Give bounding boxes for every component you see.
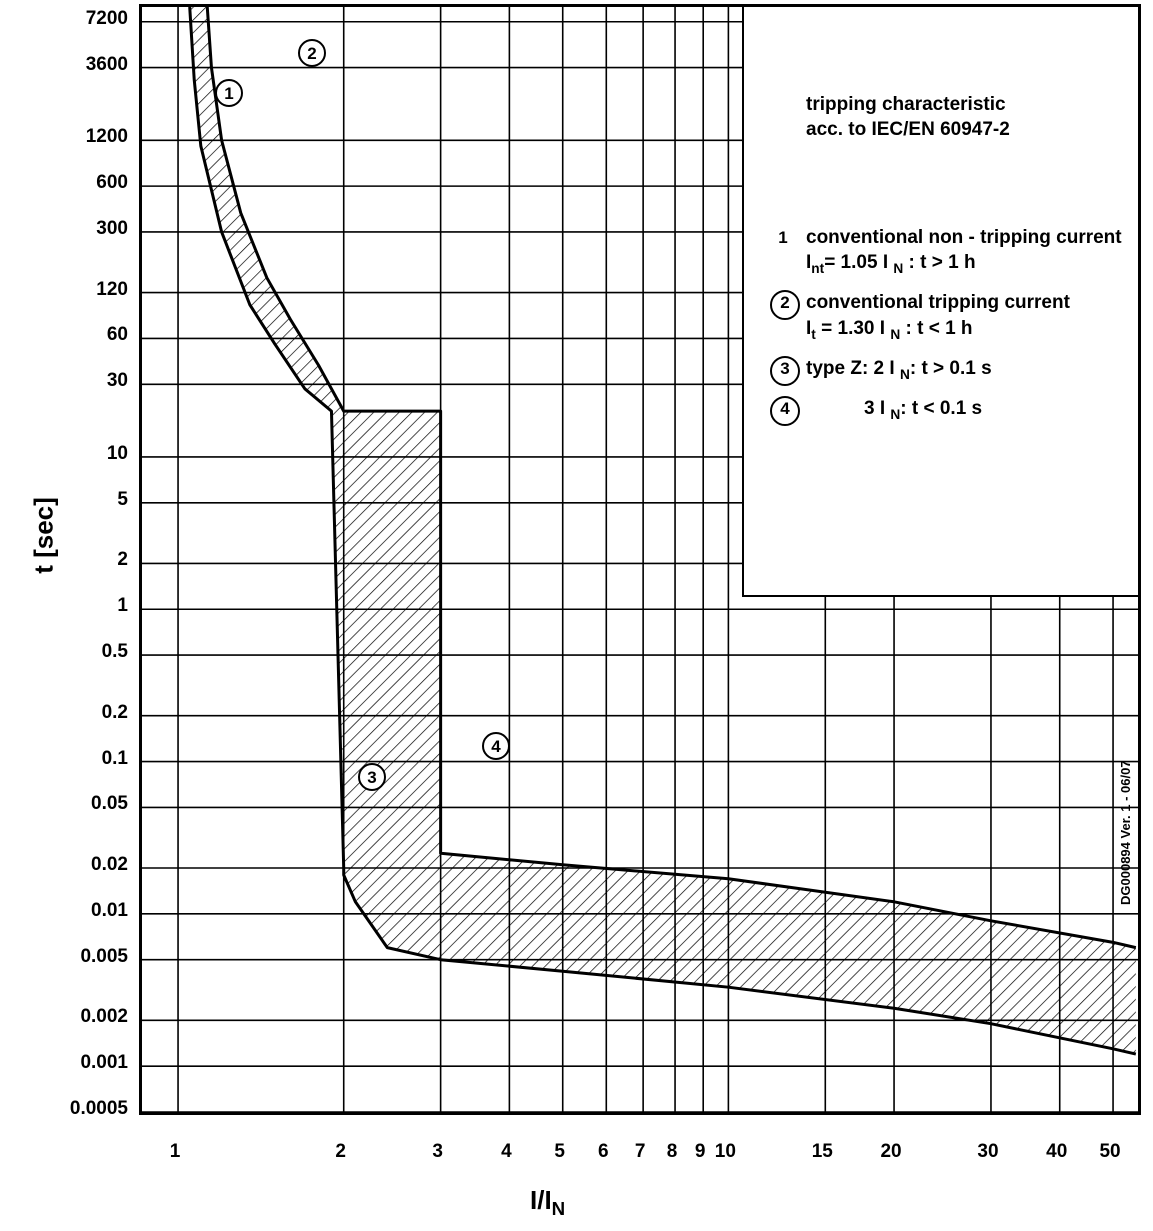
x-tick-label: 1 <box>169 1141 181 1162</box>
legend-text-line2: $I_t = 1.30$ I $_N$ : t < 1 h <box>806 317 973 342</box>
x-tick-label: 4 <box>501 1141 512 1162</box>
y-tick-label: 3600 <box>85 53 128 75</box>
y-tick-label: 7200 <box>85 7 128 29</box>
x-tick-label: 9 <box>694 1141 706 1162</box>
x-axis-title <box>530 1185 565 1220</box>
y-tick-label: 30 <box>106 370 128 392</box>
y-tick-label: 0.1 <box>101 747 128 769</box>
y-tick-label: 0.001 <box>80 1052 128 1074</box>
x-tick-label: 7 <box>634 1141 646 1162</box>
y-tick-label: 0.02 <box>91 854 128 875</box>
x-axis-title-main: I/I <box>530 1185 552 1215</box>
x-tick-label: 10 <box>714 1141 736 1162</box>
legend-rows <box>762 225 1141 436</box>
legend-row-1 <box>762 225 1141 278</box>
y-axis-tick-labels <box>0 0 128 1120</box>
y-tick-label: 0.2 <box>101 701 128 723</box>
x-tick-label: 20 <box>880 1141 902 1162</box>
legend-text-line2: $I_{nt}= 1.05$ I $_N$ : t > 1 h <box>806 252 976 277</box>
y-tick-label: 1200 <box>85 126 128 148</box>
plot-area <box>139 4 1141 1115</box>
legend-text-line1: conventional tripping current <box>806 292 1070 314</box>
callout-2: 2 <box>298 39 326 67</box>
y-tick-label: 2 <box>117 549 128 571</box>
x-axis-title-sub: N <box>551 1198 566 1220</box>
y-tick-label: 0.01 <box>91 899 128 921</box>
x-tick-label: 50 <box>1099 1141 1121 1162</box>
y-tick-label: 600 <box>96 172 128 194</box>
y-tick-label: 10 <box>106 442 128 464</box>
legend-marker: 4 <box>770 396 800 426</box>
y-tick-label: 120 <box>96 278 128 300</box>
legend-marker: 1 <box>778 228 788 247</box>
x-tick-label: 5 <box>554 1141 565 1162</box>
legend-title-line1: tripping characteristic <box>806 94 1006 115</box>
legend-box <box>742 7 1141 597</box>
legend-row-3 <box>762 356 1141 384</box>
x-tick-label: 2 <box>335 1141 346 1162</box>
x-tick-label: 30 <box>977 1141 999 1162</box>
x-tick-label: 8 <box>666 1141 678 1162</box>
x-tick-label: 3 <box>432 1141 443 1162</box>
y-tick-label: 1 <box>117 595 128 617</box>
legend-title-line2: acc. to IEC/EN 60947-2 <box>806 119 1010 141</box>
y-tick-label: 0.002 <box>80 1006 128 1028</box>
x-tick-label: 6 <box>597 1141 609 1162</box>
legend-text-line1: conventional non - tripping current <box>806 227 1122 248</box>
y-tick-label: 0.0005 <box>69 1098 128 1119</box>
legend-marker: 3 <box>770 356 800 386</box>
x-tick-label: 15 <box>811 1141 833 1162</box>
y-axis-title: t [sec] <box>28 497 59 574</box>
legend-text-line1: type Z: 2 I $_N$: t > 0.1 s <box>806 357 992 382</box>
legend-title <box>806 92 1010 142</box>
y-tick-label: 300 <box>96 217 128 239</box>
callout-3: 3 <box>358 763 386 791</box>
y-tick-label: 0.005 <box>80 945 128 967</box>
y-tick-label: 0.05 <box>91 793 128 815</box>
callout-4: 4 <box>482 732 510 760</box>
y-tick-label: 60 <box>106 324 128 346</box>
y-tick-label: 0.5 <box>101 641 128 663</box>
legend-row-4 <box>762 396 1141 424</box>
legend-text-line1: 3 I $_N$: t < 0.1 s <box>864 397 983 422</box>
callout-1: 1 <box>215 79 243 107</box>
x-tick-label: 40 <box>1046 1141 1068 1162</box>
y-tick-label: 5 <box>117 488 128 510</box>
document-code: DG000894 Ver. 1 - 06/07 <box>1118 760 1133 905</box>
legend-row-2 <box>762 290 1141 343</box>
legend-marker: 2 <box>770 290 800 320</box>
